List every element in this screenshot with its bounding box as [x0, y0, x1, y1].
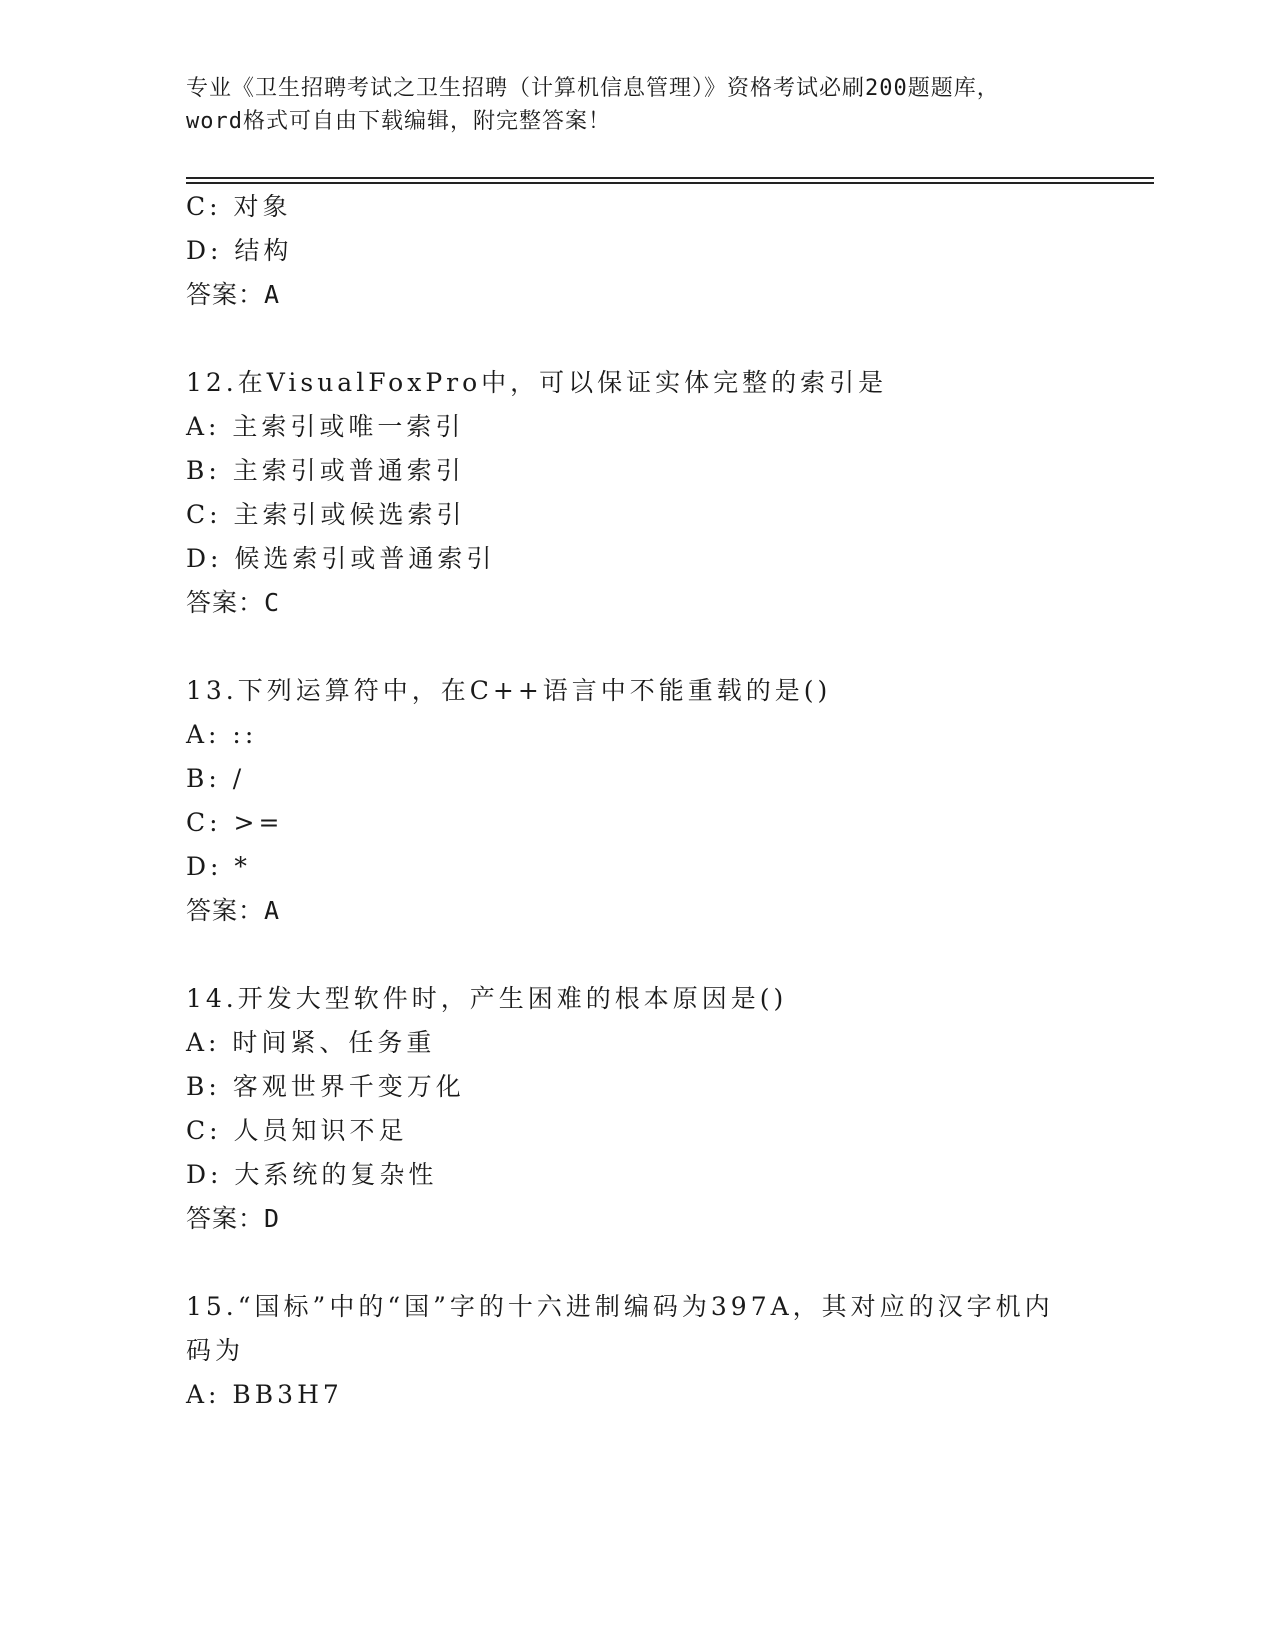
q11-option-c: C: 对象: [186, 192, 292, 221]
q11-answer: 答案：A: [186, 280, 281, 309]
q12-option-a: A: 主索引或唯一索引: [186, 412, 465, 441]
q12-option-b: B: 主索引或普通索引: [186, 456, 465, 485]
q13-option-b: B: /: [186, 764, 246, 793]
q14-option-d: D: 大系统的复杂性: [186, 1160, 438, 1189]
document-header: [186, 72, 1086, 138]
q12-option-c: C: 主索引或候选索引: [186, 500, 466, 529]
q14-option-a: A: 时间紧、任务重: [186, 1028, 436, 1057]
q15-question-line2: 码为: [186, 1336, 245, 1365]
header-divider-top: [186, 177, 1154, 179]
header-title-line2: word格式可自由下载编辑，附完整答案！: [186, 109, 611, 134]
header-divider-bottom: [186, 182, 1154, 184]
q13-answer: 答案：A: [186, 896, 281, 925]
q14-option-b: B: 客观世界千变万化: [186, 1072, 465, 1101]
q12-option-d: D: 候选索引或普通索引: [186, 544, 496, 573]
q13-question: 13.下列运算符中，在C++语言中不能重载的是(): [186, 676, 832, 705]
q14-option-c: C: 人员知识不足: [186, 1116, 408, 1145]
q13-option-c: C: >=: [186, 808, 284, 837]
q12-question: 12.在VisualFoxPro中，可以保证实体完整的索引是: [186, 368, 888, 397]
q12-answer: 答案：C: [186, 588, 281, 617]
q13-option-a: A: ::: [186, 720, 258, 749]
q11-option-d: D: 结构: [186, 236, 293, 265]
q15-question-line1: 15.“国标”中的“国”字的十六进制编码为397A，其对应的汉字机内: [186, 1292, 1054, 1321]
q15-option-a: A: BB3H7: [186, 1380, 343, 1409]
q14-answer: 答案：D: [186, 1204, 281, 1233]
q14-question: 14.开发大型软件时，产生困难的根本原因是(): [186, 984, 788, 1013]
q13-option-d: D: *: [186, 852, 251, 881]
header-title-line1: 专业《卫生招聘考试之卫生招聘（计算机信息管理）》资格考试必刷200题题库，: [186, 76, 1000, 101]
